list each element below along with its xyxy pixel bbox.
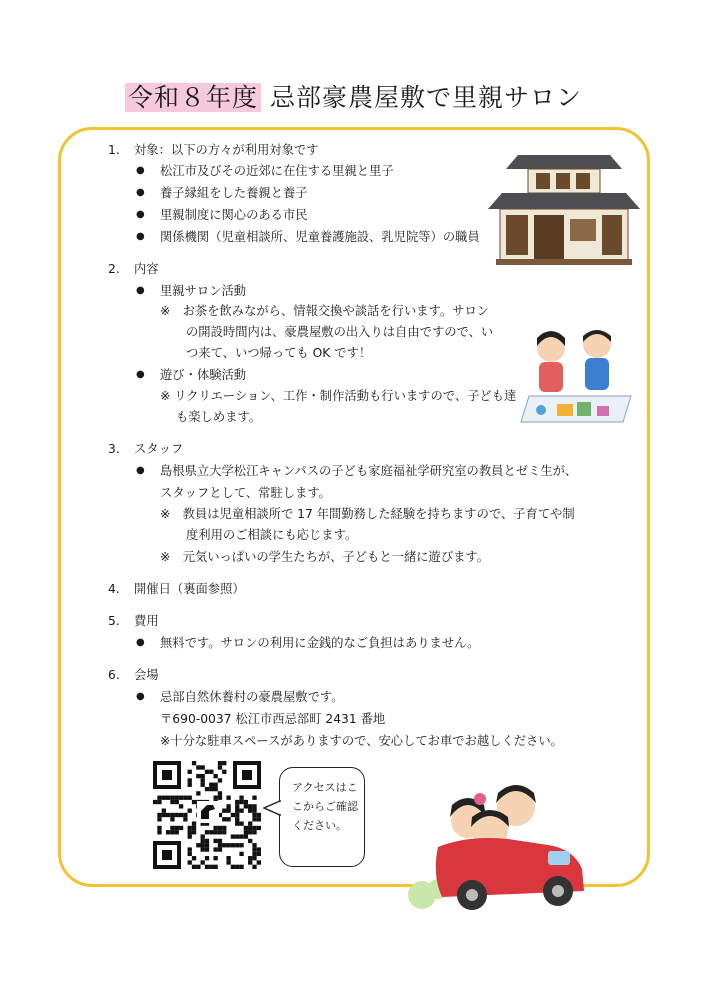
bullet-icon: ● bbox=[136, 637, 145, 648]
list-item: 無料です。サロンの利用に金銭的なご負担はありません。 bbox=[160, 636, 480, 650]
note-line: ※十分な駐車スペースがありますので、安心してお車でお越しください。 bbox=[160, 734, 563, 748]
section1-number: 1. bbox=[108, 143, 120, 157]
section4-heading: 開催日（裏面参照） bbox=[134, 582, 245, 596]
list-item: 里親サロン活動 bbox=[160, 284, 247, 298]
note-line: ※ リクリエーション、工作・制作活動も行いますので、子ども達 bbox=[160, 389, 517, 403]
section5-heading: 費用 bbox=[134, 614, 159, 628]
section6-heading: 会場 bbox=[134, 668, 159, 682]
bullet-icon: ● bbox=[136, 369, 145, 380]
list-item: 関係機関（児童相談所、児童養護施設、乳児院等）の職員 bbox=[160, 230, 480, 244]
bullet-icon: ● bbox=[136, 465, 145, 476]
note-line: ※ 教員は児童相談所で 17 年間勤務した経験を持ちますので、子育てや制 bbox=[160, 507, 575, 521]
bullet-icon: ● bbox=[136, 285, 145, 296]
house-illustration bbox=[488, 147, 640, 267]
section3-heading: スタッフ bbox=[134, 442, 184, 456]
list-item: 松江市及びその近郊に在住する里親と里子 bbox=[160, 164, 394, 178]
note-line: ※ 元気いっぱいの学生たちが、子どもと一緒に遊びます。 bbox=[160, 550, 490, 564]
note-line: も楽しめます。 bbox=[176, 410, 262, 424]
children-illustration bbox=[515, 322, 635, 434]
bubble-tail-icon bbox=[263, 800, 281, 816]
bullet-icon: ● bbox=[136, 165, 145, 176]
section1-heading: 対象：以下の方々が利用対象です bbox=[134, 143, 319, 157]
section3-number: 3. bbox=[108, 442, 120, 456]
family-car-illustration bbox=[398, 765, 598, 915]
title-main: 忌部豪農屋敷で里親サロン bbox=[269, 83, 582, 112]
section6-number: 6. bbox=[108, 668, 120, 682]
section5-number: 5. bbox=[108, 614, 120, 628]
section2-heading: 内容 bbox=[134, 262, 159, 276]
section2-number: 2. bbox=[108, 262, 120, 276]
note-line: 度利用のご相談にも応じます。 bbox=[186, 528, 358, 542]
address-line: 〒690-0037 松江市西忌部町 2431 番地 bbox=[160, 712, 386, 726]
list-item: 遊び・体験活動 bbox=[160, 368, 247, 382]
title-year: 令和８年度 bbox=[125, 83, 261, 112]
bubble-text: アクセスはここからご確認ください。 bbox=[292, 781, 358, 832]
note-line: の開設時間内は、豪農屋敷の出入りは自由ですので、い bbox=[186, 325, 494, 339]
list-item: 養子縁組をした養親と養子 bbox=[160, 186, 308, 200]
section4-number: 4. bbox=[108, 582, 120, 596]
bullet-icon: ● bbox=[136, 187, 145, 198]
list-item: 忌部自然休養村の豪農屋敷です。 bbox=[160, 690, 344, 704]
list-item: 島根県立大学松江キャンパスの子ども家庭福祉学研究室の教員とゼミ生が、 bbox=[160, 464, 578, 478]
qr-code[interactable] bbox=[153, 761, 261, 869]
bullet-icon: ● bbox=[136, 691, 145, 702]
bullet-icon: ● bbox=[136, 209, 145, 220]
bullet-icon: ● bbox=[136, 231, 145, 242]
list-item-cont: スタッフとして、常駐します。 bbox=[160, 486, 331, 500]
note-line: つ来て、いつ帰っても OK です！ bbox=[186, 346, 372, 360]
note-line: ※ お茶を飲みながら、情報交換や談話を行います。サロン bbox=[160, 304, 490, 318]
list-item: 里親制度に関心のある市民 bbox=[160, 208, 308, 222]
page-title bbox=[0, 78, 707, 114]
